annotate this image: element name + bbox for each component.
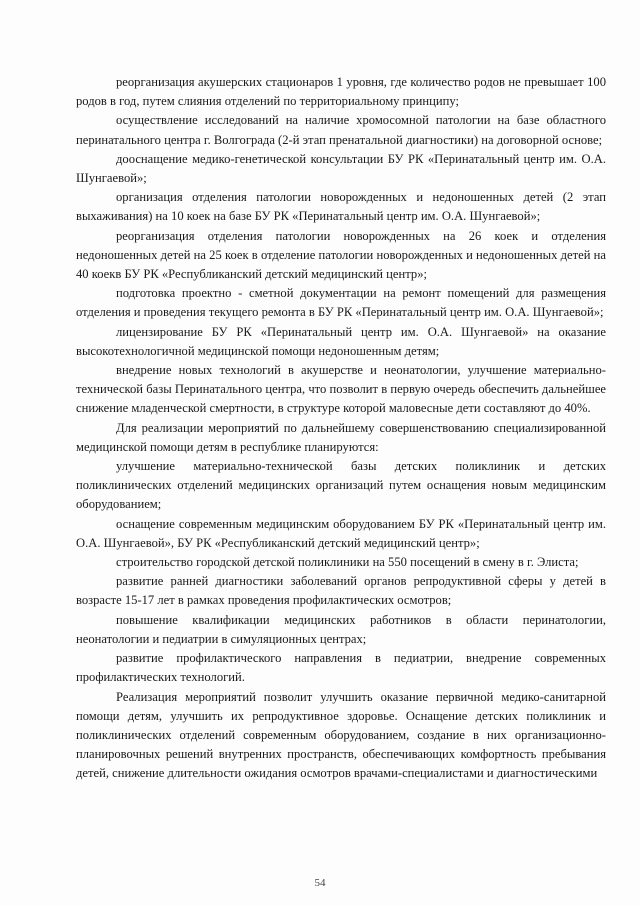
paragraph: улучшение материально-технической базы детских поликлиник и детских поликлинических отделений медицинских организаций путем оснащения новым медицинским оборудованием; (76, 459, 606, 512)
document-body (76, 73, 606, 784)
paragraph: развитие ранней диагностики заболеваний органов репродуктивной сферы у детей в возрасте 15-17 лет в рамках проведения профилактических осмотров; (76, 574, 606, 608)
paragraph: Для реализации мероприятий по дальнейшему совершенствованию специализированной медицинской помощи детям в республике планируются: (76, 420, 606, 454)
paragraph: лицензирование БУ РК «Перинатальный центр им. О.А. Шунгаевой» на оказание высокотехнологичной медицинской помощи недоношенным детям; (76, 324, 606, 358)
paragraph: Реализация мероприятий позволит улучшить оказание первичной медико-санитарной помощи детям, улучшить их репродуктивное здоровье. Оснащение детских поликлиник и поликлинических отделений современным оборудованием, создание в них организационно-планировочных решений внутренних пространств, обеспечивающих комфортность пребывания детей, снижение длительности ожидания осмотров врачами-специалистами и диагностическими (76, 689, 606, 781)
paragraph: организация отделения патологии новорожденных и недоношенных детей (2 этап выхаживания) на 10 коек на базе БУ РК «Перинатальный центр им. О.А. Шунгаевой»; (76, 190, 606, 224)
page-number: 54 (314, 877, 326, 889)
paragraph: реорганизация отделения патологии новорожденных на 26 коек и отделения недоношенных детей на 25 коек в отделение патологии новорожденных и недоношенных детей на 40 коекв БУ РК «Республиканский детский медицинский центр»; (76, 228, 606, 282)
paragraph: подготовка проектно - сметной документации на ремонт помещений для размещения отделения и проведения текущего ремонта в БУ РК «Перинатальный центр им. О.А. Шунгаевой»; (76, 286, 606, 320)
paragraph: повышение квалификации медицинских работников в области перинатологии, неонатологии и педиатрии в симуляционных центрах; (76, 612, 606, 646)
paragraph: развитие профилактического направления в педиатрии, внедрение современных профилактических технологий. (76, 651, 606, 685)
paragraph: реорганизация акушерских стационаров 1 уровня, где количество родов не превышает 100 родов в год, путем слияния отделений по территориальному принципу; (76, 75, 606, 109)
paragraph: оснащение современным медицинским оборудованием БУ РК «Перинатальный центр им. О.А. Шунгаевой», БУ РК «Республиканский детский медицинский центр»; (76, 516, 606, 550)
paragraph: осуществление исследований на наличие хромосомной патологии на базе областного перинатального центра г. Волгограда (2-й этап пренатальной диагностики) на договорной основе; (76, 113, 606, 147)
paragraph: дооснащение медико-генетической консультации БУ РК «Перинатальный центр им. О.А. Шунгаевой»; (76, 151, 606, 186)
paragraph: внедрение новых технологий в акушерстве и неонатологии, улучшение материально-технической базы Перинатального центра, что позволит в первую очередь обеспечить дальнейшее снижение младенческой смертности, в структуре которой маловесные дети составляют до 40%. (76, 363, 606, 416)
paragraph: строительство городской детской поликлиники на 550 посещений в смену в г. Элиста; (116, 555, 579, 570)
